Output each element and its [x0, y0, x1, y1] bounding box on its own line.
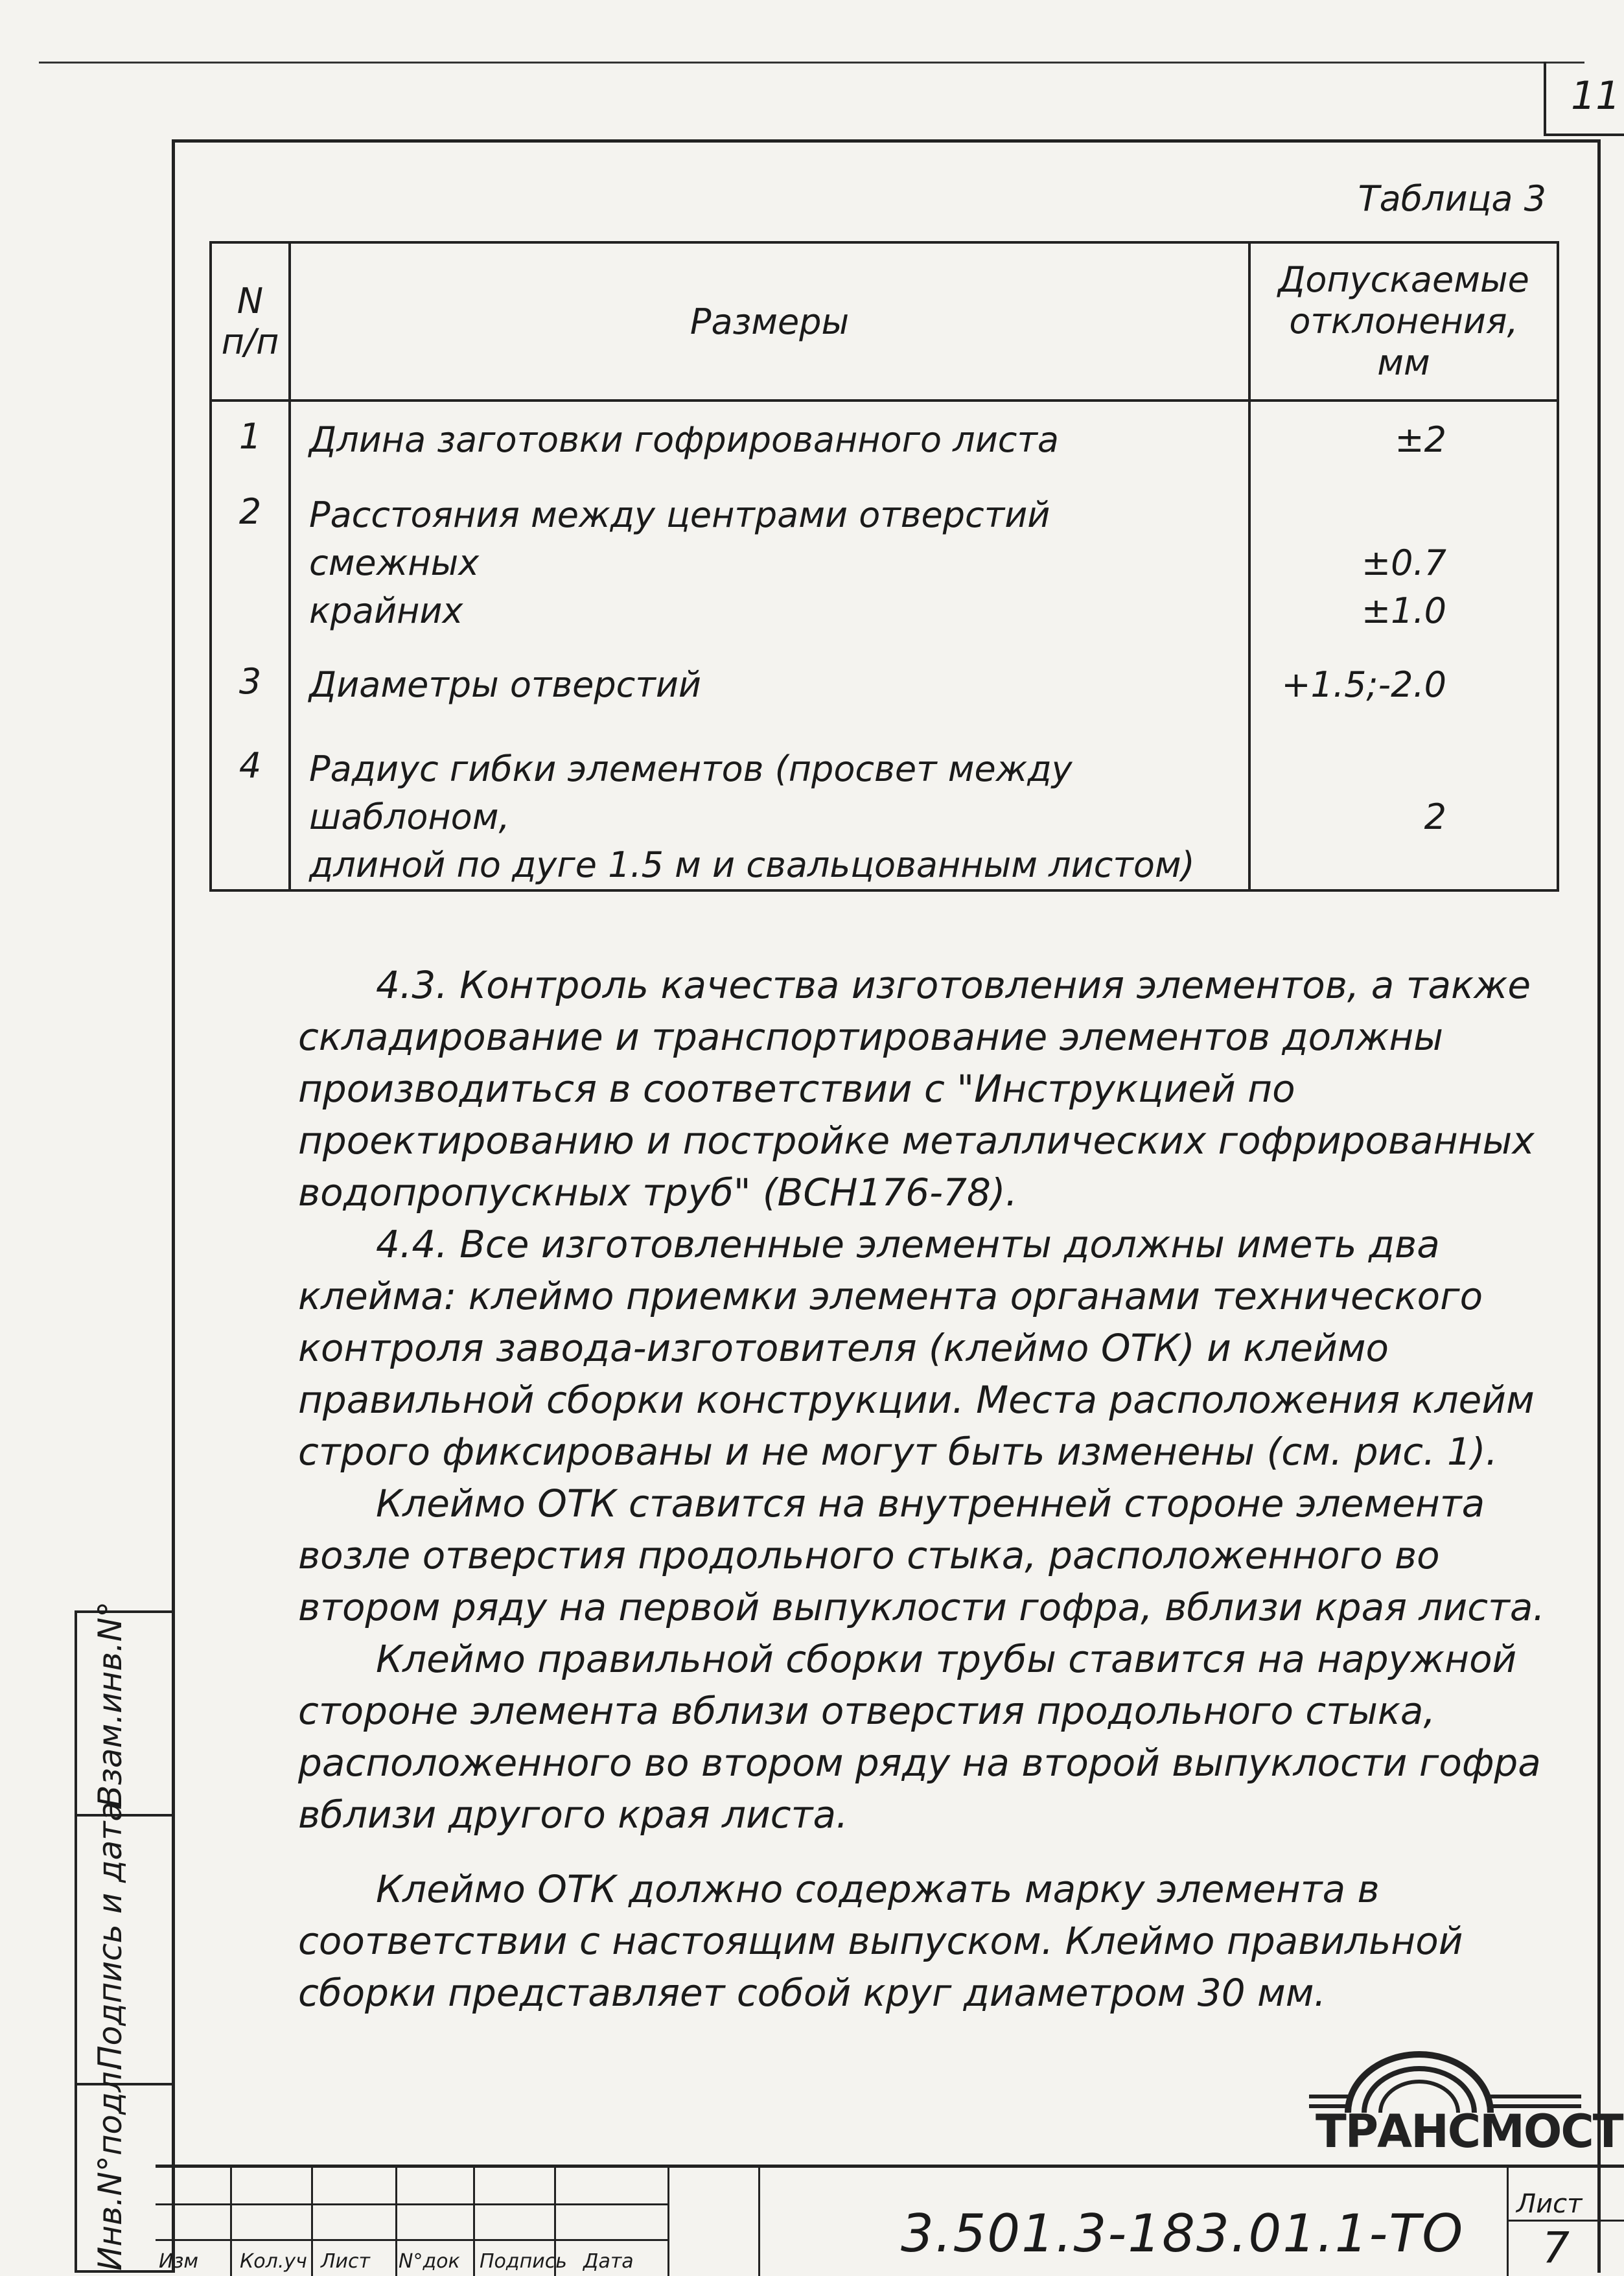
top-border-line [39, 62, 1584, 64]
stamp-signature-label: Подпись и дата [91, 1801, 129, 2070]
table-caption: Таблица 3 [1358, 178, 1546, 219]
col-label-sheet: Лист [321, 2250, 371, 2273]
row-description: Радиус гибки элементов (просвет между шаблоном, [309, 749, 1073, 837]
sheet-number: 7 [1542, 2223, 1570, 2273]
table-row: 1 Длина заготовки гофрированного листа ±2 [211, 401, 1558, 477]
row-value: +1.5;-2.0 [1281, 664, 1446, 705]
row-value: ±1.0 [1361, 590, 1446, 631]
corner-page-number: 11 [1571, 73, 1621, 119]
stamp-replacement-label: Взам.инв.N° [91, 1601, 129, 1807]
document-code: 3.501.3-183.01.1-ТО [901, 2203, 1465, 2264]
paragraph-assembly-stamp: Клеймо правильной сборки трубы ставится на наружной стороне элемента вблизи отверстия продольного стыка, расположенного во втором ряду на второй выпуклости гофра вблизи другого края листа. [298, 1637, 1541, 1837]
row-value: ±2 [1395, 419, 1446, 460]
table-row: 4 Радиус гибки элементов (просвет между шаблоном, длиной по дуге 1.5 м и свальцованным листом) 2 [211, 731, 1558, 890]
stamp-inventory-label: Инв.N°подл. [91, 2061, 129, 2271]
header-number: N п/п [211, 242, 290, 401]
col-label-docnum: N°док [399, 2250, 460, 2273]
logo-text: ТРАНСМОСТ [1316, 2105, 1623, 2158]
paragraph-otk-stamp: Клеймо ОТК ставится на внутренней стороне элемента возле отверстия продольного стыка, расположенного во втором ряду на первой выпуклости гофра, вблизи края листа. [298, 1481, 1545, 1629]
row-value: 2 [1424, 796, 1446, 837]
col-label-signature: Подпись [480, 2250, 567, 2273]
row-description: Длина заготовки гофрированного листа [309, 419, 1060, 460]
row-description: длиной по дуге 1.5 м и свальцованным листом) [309, 844, 1195, 885]
header-deviations: Допускаемые отклонения, мм [1249, 242, 1558, 401]
row-description-sub: смежных [309, 542, 480, 583]
row-description-sub: крайних [309, 590, 463, 631]
row-description: Расстояния между центрами отверстий [309, 494, 1050, 535]
row-description: Диаметры отверстий [309, 664, 702, 705]
paragraph-4-3: 4.3. Контроль качества изготовления элементов, а также складирование и транспортирование элементов должны производиться в соответствии с "Инструкцией по проектированию и постройке металлических гофрированных водопропускных труб" (ВСН176-78). [298, 963, 1535, 1214]
paragraph-otk-content: Клеймо ОТК должно содержать марку элемента в соответствии с настоящим выпуском. Клеймо правильной сборки представляет собой круг диаметром 30 мм. [298, 1867, 1463, 2015]
table-header-row [211, 242, 1558, 401]
paragraph-4-4: 4.4. Все изготовленные элементы должны иметь два клейма: клеймо приемки элемента органами технического контроля завода-изготовителя (клеймо ОТК) и клеймо правильной сборки конструкции. Места расположения клейм строго фиксированы и не могут быть изменены (см. рис. 1). [298, 1222, 1535, 1474]
col-label-date: Дата [583, 2250, 634, 2273]
header-sizes: Размеры [290, 242, 1249, 401]
sheet-label: Лист [1516, 2189, 1583, 2219]
table-row: 3 Диаметры отверстий +1.5;-2.0 [211, 647, 1558, 731]
tolerance-table [209, 241, 1559, 892]
corner-page-number-box [1544, 62, 1624, 136]
row-value: ±0.7 [1361, 542, 1446, 583]
table-row: 2 Расстояния между центрами отверстий смежных крайних ±0.7 ±1.0 [211, 477, 1558, 647]
col-label-count: Кол.уч [240, 2250, 307, 2273]
col-label-change: Изм [159, 2250, 199, 2273]
